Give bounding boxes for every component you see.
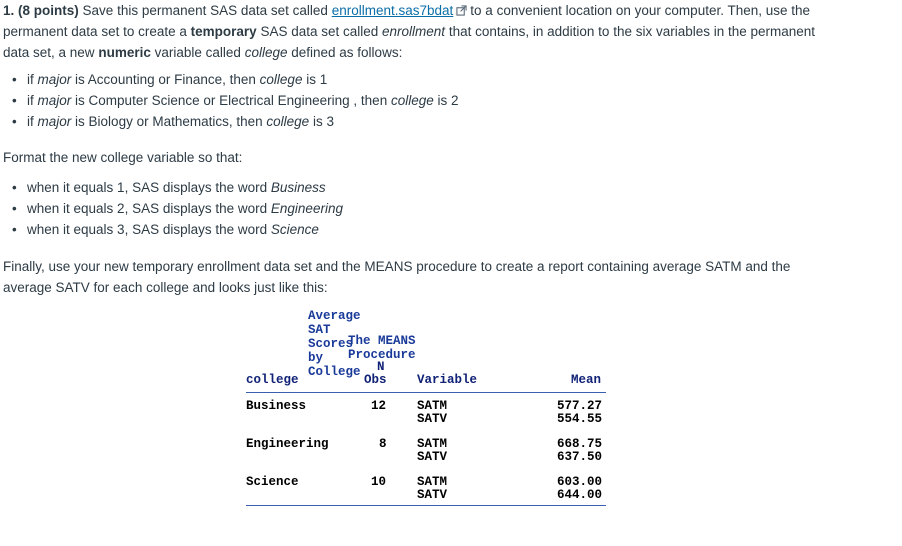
sas-subtitle: The MEANS Procedure: [348, 334, 416, 362]
list-item: • when it equals 3, SAS displays the word Science: [12, 222, 319, 237]
table-row-mean: 577.27: [557, 399, 603, 413]
table-row-var: SATV: [417, 488, 448, 502]
table-header-rule: [246, 392, 606, 393]
list-item: • if major is Computer Science or Electrical Engineering , then college is 2: [12, 93, 459, 108]
header-n: N: [377, 360, 385, 374]
table-row-n: 12: [371, 399, 387, 413]
external-link-icon: [456, 5, 467, 16]
table-row-mean: 554.55: [557, 412, 603, 426]
list-item: • when it equals 2, SAS displays the word Engineering: [12, 201, 343, 216]
table-row-var: SATM: [417, 437, 448, 451]
table-row-var: SATV: [417, 412, 448, 426]
header-college: college: [246, 373, 299, 387]
question-points: (8 points): [18, 3, 79, 18]
table-row-mean: 668.75: [557, 437, 603, 451]
finally-paragraph: Finally, use your new temporary enrollment data set and the MEANS procedure to create a report containing average SATM and the average SATV for each college and looks just like this:: [3, 259, 791, 295]
enrollment-file-link[interactable]: enrollment.sas7bdat: [331, 3, 454, 18]
table-row-mean: 603.00: [557, 475, 603, 489]
header-mean: Mean: [571, 373, 602, 387]
question-number: 1.: [3, 3, 15, 18]
table-row-var: SATM: [417, 399, 448, 413]
sas-title: Average SAT Scores by College: [308, 309, 361, 379]
table-row-n: 8: [379, 437, 387, 451]
format-intro: Format the new college variable so that:: [3, 150, 243, 165]
table-row-college: Business: [246, 399, 307, 413]
table-row-college: Engineering: [246, 437, 329, 451]
table-row-var: SATM: [417, 475, 448, 489]
table-row-college: Science: [246, 475, 299, 489]
list-item: • if major is Accounting or Finance, then college is 1: [12, 72, 327, 87]
list-item: • when it equals 1, SAS displays the word Business: [12, 180, 326, 195]
header-obs: Obs: [364, 373, 387, 387]
table-row-mean: 644.00: [557, 488, 603, 502]
table-row-n: 10: [371, 475, 387, 489]
list-item: • if major is Biology or Mathematics, then college is 3: [12, 114, 334, 129]
header-variable: Variable: [417, 373, 478, 387]
question-text: 1. (8 points) Save this permanent SAS data set called enrollment.sas7bdat to a convenient location on your computer. Then, use the permanent data set to create a temporary SAS data set called enrollment that contains, in addition to the six variables in the permanent data set, a new numeric variable called college defined as follows:: [3, 3, 816, 60]
table-bottom-rule: [246, 505, 606, 506]
table-row-mean: 637.50: [557, 450, 603, 464]
table-row-var: SATV: [417, 450, 448, 464]
